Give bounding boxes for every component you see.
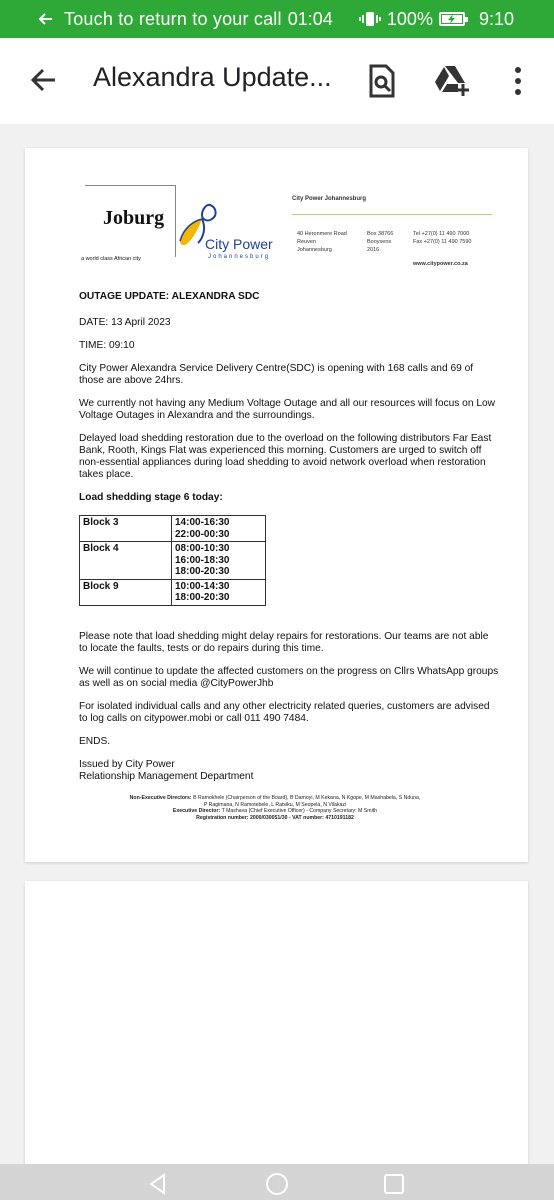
pdf-page-1 xyxy=(25,148,528,862)
pdf-page-2 xyxy=(25,881,528,1200)
more-vert-icon[interactable] xyxy=(506,64,530,98)
call-duration: 01:04 xyxy=(287,8,333,29)
pdf-viewer[interactable] xyxy=(0,124,554,1164)
table-row xyxy=(80,516,266,542)
back-arrow-icon[interactable] xyxy=(28,64,60,96)
vibrate-icon xyxy=(359,11,381,27)
city-power-subtitle: Johannesburg xyxy=(208,254,271,260)
times-cell: 10:00-14:30 18:00-20:30 xyxy=(172,579,266,605)
table-row xyxy=(80,542,266,580)
paragraph: Please note that load shedding might delay repairs for restorations. Our teams are not able to locate the faults, tests or do repairs during this time. xyxy=(79,630,489,654)
issued-by: Issued by City Power Relationship Management Department xyxy=(79,758,254,782)
company-name: City Power Johannesburg xyxy=(292,196,367,202)
nav-home-icon[interactable] xyxy=(265,1172,289,1196)
return-to-call-text[interactable]: Touch to return to your call xyxy=(64,8,282,29)
battery-charging-icon xyxy=(439,12,465,26)
document-title: Alexandra Update... xyxy=(93,62,332,92)
table-row xyxy=(80,579,266,605)
paragraph: City Power Alexandra Service Delivery Centre(SDC) is opening with 168 calls and 69 of those are above 24hrs. xyxy=(79,363,474,386)
joburg-tagline: a world class African city xyxy=(81,256,141,262)
ends-text: ENDS. xyxy=(79,735,111,747)
block-cell: Block 4 xyxy=(80,542,172,580)
website: www.citypower.co.za xyxy=(413,261,468,267)
postal-address: Box 38766 Booysens 2016 xyxy=(367,231,394,253)
doc-heading: OUTAGE UPDATE: ALEXANDRA SDC xyxy=(79,291,260,302)
times-cell: 14:00-16:30 22:00-00:30 xyxy=(172,516,266,542)
nav-recents-icon[interactable] xyxy=(382,1172,406,1196)
clock: 9:10 xyxy=(478,8,514,29)
joburg-logo: Joburg xyxy=(103,207,165,229)
doc-time: TIME: 09:10 xyxy=(79,340,135,351)
load-shedding-table xyxy=(79,515,266,606)
nav-back-icon[interactable] xyxy=(146,1172,170,1196)
add-to-drive-icon[interactable] xyxy=(434,64,466,98)
paragraph: Delayed load shedding restoration due to the overload on the following distributors Far East Bank, Rooth, Kings Flat was experienced this morning. Customers are urged to switch off non-essential appliances during load shedding to avoid network overload when restoration takes place. xyxy=(79,433,492,480)
document-footer: Non-Executive Directors: B Ramokhele (Chairperson of the Board), B Damoyi, M Kekana, N Kgope, M Mashabela, S Nduna, P Ragimana, N Ramotebele, L Ratsiku, M Seopela, N Vilakazi Executive Director: T Mashava (Chief Executive Officer) - Company Secretary: M Smith Registration number: 2000/030051/30 - VAT number: 4710191182 xyxy=(129,795,421,821)
city-power-name: City Power xyxy=(205,236,273,252)
load-shedding-heading: Load shedding stage 6 today: xyxy=(79,492,223,503)
block-cell: Block 3 xyxy=(80,516,172,542)
system-nav-bar xyxy=(0,1164,554,1200)
letterhead-divider xyxy=(292,214,492,215)
block-cell: Block 9 xyxy=(80,579,172,605)
paragraph: We currently not having any Medium Voltage Outage and all our resources will focus on Low Voltage Outages in Alexandra and the surroundings. xyxy=(79,398,496,421)
paragraph: For isolated individual calls and any other electricity related queries, customers are advised to log calls on citypower.mobi or call 011 490 7484. xyxy=(79,700,490,724)
document-body xyxy=(79,291,499,783)
doc-date: DATE: 13 April 2023 xyxy=(79,317,171,328)
status-bar[interactable] xyxy=(0,0,554,38)
street-address: 40 Heronmere Road Reuven Johannesburg xyxy=(297,231,347,253)
times-cell: 08:00-10:30 16:00-18:30 18:00-20:30 xyxy=(172,542,266,580)
app-bar xyxy=(0,38,554,124)
return-arrow-icon xyxy=(38,10,56,28)
contact-numbers: Tel +27(0) 11 490 7000 Fax +27(0) 11 490 7590 xyxy=(413,231,472,245)
find-in-page-icon[interactable] xyxy=(366,64,398,98)
battery-percent: 100% xyxy=(386,8,433,29)
paragraph: We will continue to update the affected customers on the progress on Cllrs WhatsApp groups as well as on social media @CityPowerJhb xyxy=(79,665,499,689)
